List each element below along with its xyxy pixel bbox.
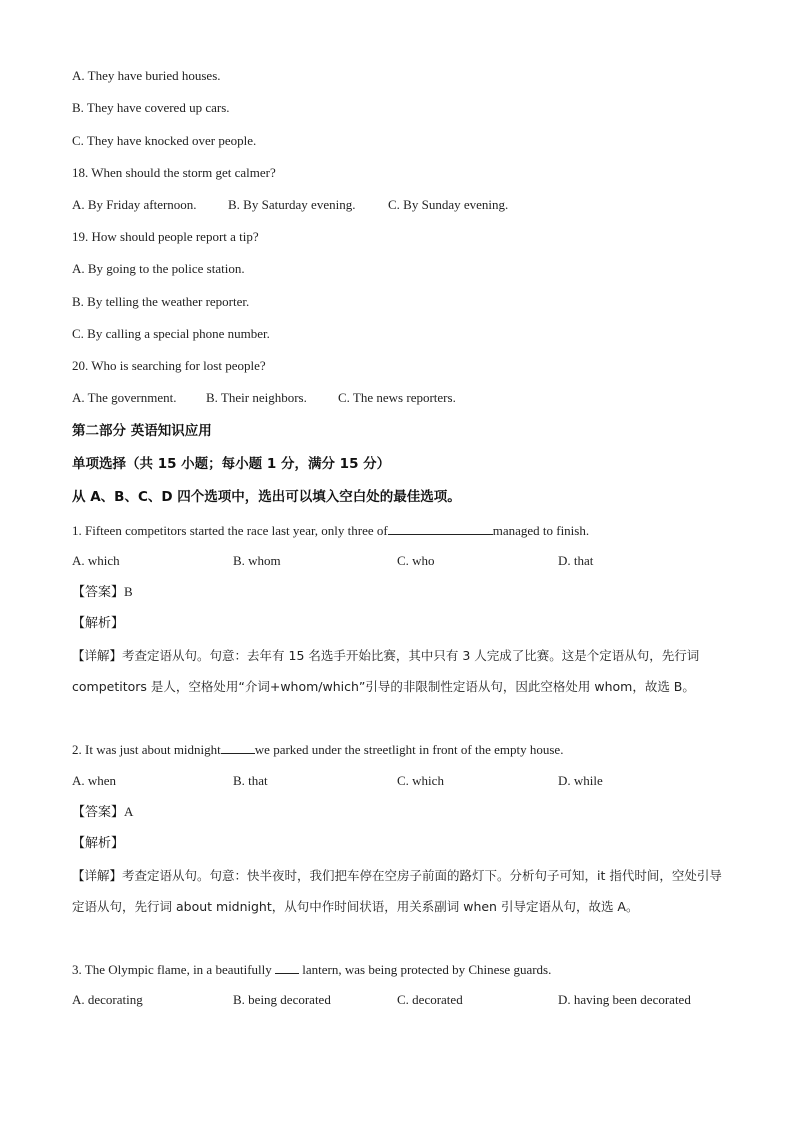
q17-option-b: B. They have covered up cars. — [72, 100, 230, 115]
q19-option-a: A. By going to the police station. — [72, 261, 245, 276]
q20-question: 20. Who is searching for lost people? — [72, 358, 266, 373]
mc1-option-b: B. whom — [233, 553, 281, 568]
mc2-stem — [72, 741, 563, 758]
q17-option-c: C. They have knocked over people. — [72, 133, 257, 148]
mc2-analysis-tag: 【解析】 — [72, 836, 125, 851]
mc2-detail-tag: 【详解】 — [72, 868, 123, 883]
mc3-option-d: D. having been decorated — [558, 992, 691, 1007]
mc1-option-a: A. which — [72, 553, 120, 568]
q19-option-c: C. By calling a special phone number. — [72, 326, 270, 341]
mc2-option-a: A. when — [72, 773, 117, 788]
mc2-answer-tag: 【答案】 — [72, 805, 125, 820]
mc2-option-b: B. that — [233, 773, 268, 788]
q18-option-b: B. By Saturday evening. — [228, 197, 356, 212]
mc3-stem — [72, 961, 551, 978]
mc1-analysis-tag: 【解析】 — [72, 616, 125, 631]
q19-question: 19. How should people report a tip? — [72, 229, 259, 244]
mc2-answer-value: A — [124, 804, 134, 819]
q20-option-b: B. Their neighbors. — [206, 390, 307, 405]
mc2-stem-after: we parked under the streetlight in front of the empty house. — [254, 742, 564, 757]
mc1-answer-tag: 【答案】 — [72, 585, 125, 600]
q18-option-c: C. By Sunday evening. — [388, 197, 509, 212]
q20-option-c: C. The news reporters. — [338, 390, 456, 405]
section-title: 第二部分 英语知识应用 — [72, 423, 212, 439]
mc1-answer-value: B — [124, 584, 133, 599]
mc2-option-d: D. while — [558, 773, 603, 788]
mc2-blank — [221, 741, 255, 754]
mc3-blank — [275, 961, 299, 974]
mc1-detail-tag: 【详解】 — [72, 648, 123, 663]
mc1-option-c: C. who — [397, 553, 435, 568]
mc2-stem-before: 2. It was just about midnight — [72, 742, 221, 757]
mc2-detail-text: 考查定语从句。句意：快半夜时，我们把车停在空房子前面的路灯下。分析句子可知，it 指代时间，空处引导定语从句，先行词 about midnight，从句中作时间状语，用关系副词 when 引导定语从句，故选 A。 — [72, 868, 722, 914]
q19-option-b: B. By telling the weather reporter. — [72, 294, 250, 309]
mc3-option-a: A. decorating — [72, 992, 143, 1007]
mc2-option-c: C. which — [397, 773, 444, 788]
q17-option-a: A. They have buried houses. — [72, 68, 221, 83]
mc1-blank — [388, 522, 493, 535]
q18-option-a: A. By Friday afternoon. — [72, 197, 197, 212]
section-subtitle: 单项选择（共 15 小题；每小题 1 分，满分 15 分） — [72, 456, 391, 472]
mc2-answer — [72, 804, 133, 821]
mc1-option-d: D. that — [558, 553, 594, 568]
mc3-option-b: B. being decorated — [233, 992, 331, 1007]
q20-option-a: A. The government. — [72, 390, 177, 405]
mc1-stem — [72, 522, 589, 539]
mc1-detail — [72, 640, 722, 702]
mc1-detail-text: 考查定语从句。句意：去年有 15 名选手开始比赛，其中只有 3 人完成了比赛。这是个定语从句，先行词 competitors 是人，空格处用“介词+whom/which”引导的非限制性定语从句，因此空格处用 whom，故选 B。 — [72, 648, 700, 694]
mc1-stem-after: managed to finish. — [492, 523, 590, 538]
mc3-stem-after: lantern, was being protected by Chinese guards. — [302, 962, 552, 977]
mc1-stem-before: 1. Fifteen competitors started the race last year, only three of — [72, 523, 388, 538]
mc1-answer — [72, 584, 133, 601]
mc3-option-c: C. decorated — [397, 992, 463, 1007]
q18-question: 18. When should the storm get calmer? — [72, 165, 276, 180]
section-instruction: 从 A、B、C、D 四个选项中，选出可以填入空白处的最佳选项。 — [72, 489, 461, 505]
mc3-stem-before: 3. The Olympic flame, in a beautifully — [72, 962, 272, 977]
mc2-detail — [72, 860, 722, 922]
